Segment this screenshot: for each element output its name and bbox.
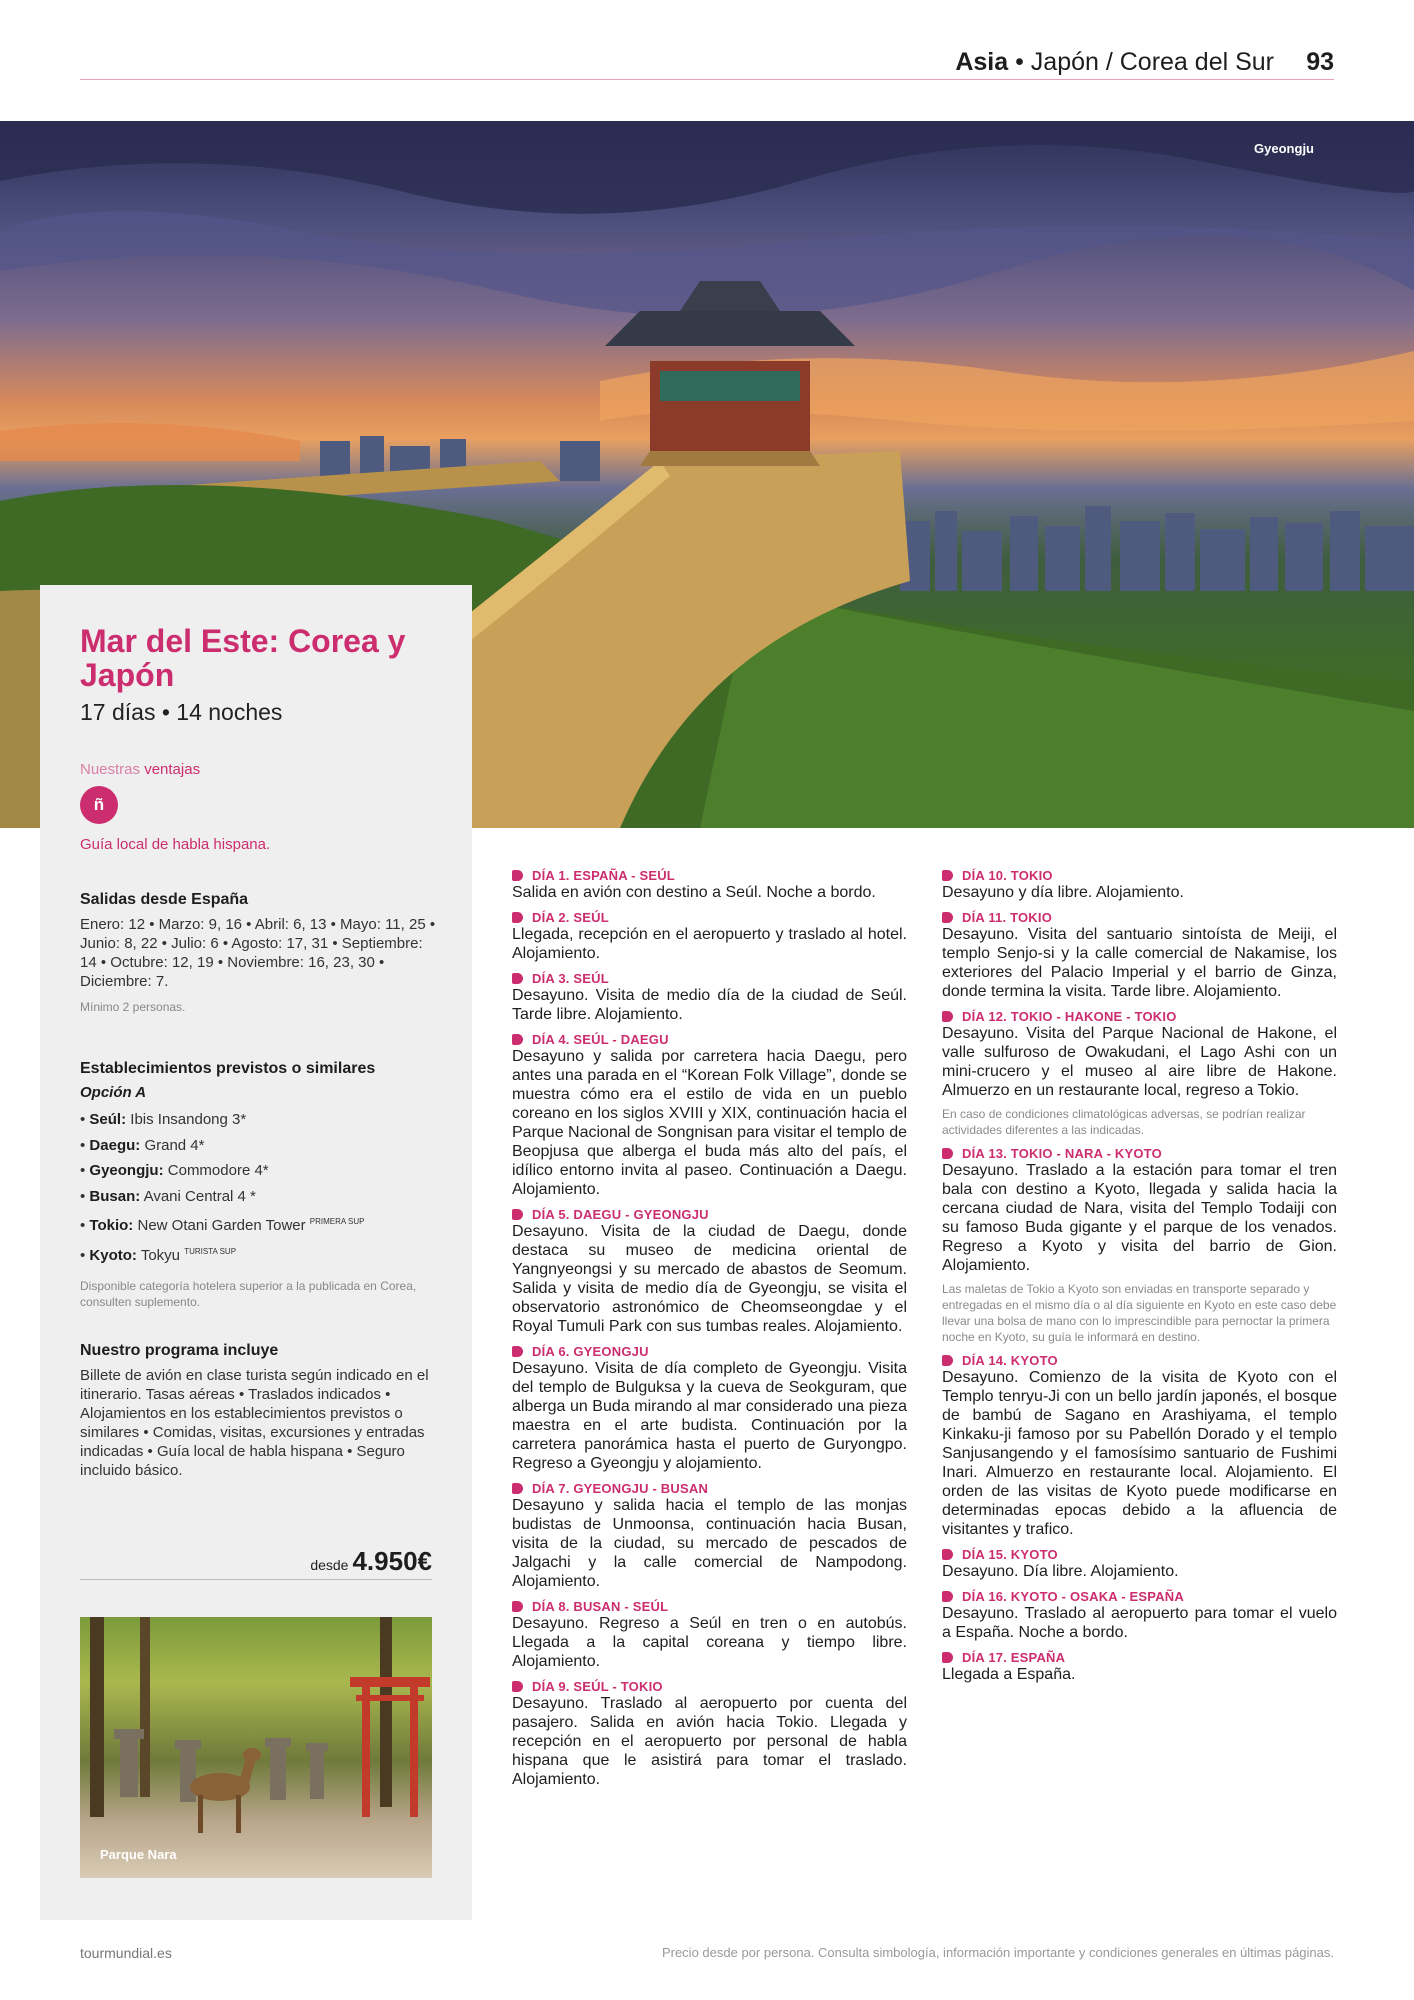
itinerary-day	[512, 1344, 907, 1473]
day-text: Desayuno. Regreso a Seúl en tren o en autobús. Llegada a la capital coreana y tiempo libre. Alojamiento.	[512, 1615, 907, 1670]
day-title: DÍA 3. SEÚL	[512, 971, 907, 986]
hotel-category: TURISTA SUP	[184, 1246, 237, 1256]
bullet-icon	[512, 1601, 523, 1612]
day-text: Desayuno. Día libre. Alojamiento.	[942, 1563, 1179, 1580]
bullet-icon	[512, 1483, 523, 1494]
hotels-option: Opción A	[80, 1084, 147, 1101]
hotel-item: • Gyeongju: Commodore 4*	[80, 1162, 269, 1179]
bullet-icon	[512, 1034, 523, 1045]
itinerary-day	[942, 1009, 1337, 1138]
departures-heading: Salidas desde España	[80, 891, 249, 908]
day-text: Llegada a España.	[942, 1666, 1076, 1683]
page-header	[80, 44, 1334, 80]
bullet-icon	[512, 1209, 523, 1220]
bullet-icon	[512, 912, 523, 923]
region-label: Asia	[955, 48, 1009, 76]
hero-caption: Gyeongju	[1254, 141, 1314, 156]
hotel-item: • Busan: Avani Central 4 *	[80, 1187, 256, 1205]
itinerary-day	[942, 1589, 1337, 1642]
day-title: DÍA 13. TOKIO - NARA - KYOTO	[942, 1146, 1337, 1161]
itinerary-day	[942, 1146, 1337, 1345]
nara-park-photo	[80, 1617, 432, 1878]
price-block	[80, 1546, 432, 1580]
itinerary-day	[512, 1481, 907, 1591]
departures-note: Mínimo 2 personas.	[80, 1000, 186, 1014]
bullet-icon	[942, 1652, 953, 1663]
day-title: DÍA 10. TOKIO	[942, 868, 1337, 883]
day-title: DÍA 15. KYOTO	[942, 1547, 1337, 1562]
bullet-icon	[942, 870, 953, 881]
day-title: DÍA 11. TOKIO	[942, 910, 1337, 925]
itinerary-day	[512, 910, 907, 963]
tour-duration: 17 días • 14 noches	[80, 699, 283, 725]
day-title: DÍA 8. BUSAN - SEÚL	[512, 1599, 907, 1614]
page-number: 93	[1306, 48, 1334, 76]
advantages-heading	[80, 761, 200, 778]
day-title: DÍA 16. KYOTO - OSAKA - ESPAÑA	[942, 1589, 1337, 1604]
website-link[interactable]: tourmundial.es	[80, 1945, 172, 1961]
bullet-icon	[942, 912, 953, 923]
price-from-label: desde	[310, 1557, 349, 1573]
day-title: DÍA 4. SEÚL - DAEGU	[512, 1032, 907, 1047]
day-text: Desayuno. Visita de la ciudad de Daegu, donde destaca su museo de medicina oriental de Yangnyeongsi y su mercado de abastos de Seomum. Salida y visita de medio día de Gyeongju, se visita el observatorio astronómico de Cheomseongdae y el Royal Tumuli Park con sus tumbas reales. Alojamiento.	[512, 1223, 907, 1335]
hotel-item: • Kyoto: Tokyu $^{TURISTA SUP}$	[80, 1246, 237, 1264]
day-text: Llegada, recepción en el aeropuerto y traslado al hotel. Alojamiento.	[512, 926, 907, 962]
hotels-heading: Establecimientos previstos o similares	[80, 1060, 376, 1077]
day-text: Desayuno. Visita del Parque Nacional de Hakone, el valle sulfuroso de Owakudani, el Lago Ashi con un mini-crucero y el museo al aire libre de Hakone. Almuerzo en un restaurante local, regreso a Tokio.	[942, 1025, 1337, 1099]
spanish-guide-icon: ñ	[80, 786, 118, 824]
day-text: Desayuno y día libre. Alojamiento.	[942, 884, 1184, 901]
itinerary-day	[942, 1650, 1337, 1684]
day-text: Desayuno. Traslado al aeropuerto para tomar el vuelo a España. Noche a bordo.	[942, 1605, 1337, 1641]
day-title: DÍA 2. SEÚL	[512, 910, 907, 925]
hotel-item: • Tokio: New Otani Garden Tower $^{PRIMERA SUP}$	[80, 1217, 365, 1234]
itinerary-day	[942, 1547, 1337, 1581]
bullet-icon	[512, 870, 523, 881]
day-text: Desayuno. Traslado al aeropuerto por cuenta del pasajero. Salida en avión hacia Tokio. Llegada y recepción en el aeropuerto por personal de habla hispana que le asistirá para tomar el traslado. Alojamiento.	[512, 1695, 907, 1788]
day-text: Desayuno. Visita de día completo de Gyeongju. Visita del templo de Bulguksa y la cueva de Seokguram, que alberga un Buda mirando al mar considerado una pieza maestra en el arte budista. Continuación por la carretera panorámica hasta el puerto de Guryongpo. Regreso a Gyeongju y alojamiento.	[512, 1360, 907, 1472]
bullet-icon	[512, 1346, 523, 1357]
itinerary-day	[512, 1679, 907, 1789]
itinerary-day	[512, 868, 907, 902]
bullet-icon	[942, 1591, 953, 1602]
includes-heading: Nuestro programa incluye	[80, 1342, 279, 1359]
countries-label: Japón / Corea del Sur	[1030, 48, 1274, 76]
day-title: DÍA 14. KYOTO	[942, 1353, 1337, 1368]
photo-caption: Parque Nara	[100, 1847, 177, 1862]
bullet-icon	[942, 1011, 953, 1022]
hotels-note: Disponible categoría hotelera superior a la publicada en Corea, consulten suplemento.	[80, 1279, 417, 1309]
includes-section	[80, 1342, 440, 1480]
advantages-text: Guía local de habla hispana.	[80, 836, 271, 853]
tour-title: Mar del Este: Corea y Japón	[80, 623, 406, 693]
day-title: DÍA 1. ESPAÑA - SEÚL	[512, 868, 907, 883]
advantages-heading-light: Nuestras	[80, 761, 141, 778]
bullet-icon	[942, 1549, 953, 1560]
itinerary-column-right	[942, 868, 1337, 1692]
hotel-item: • Seúl: Ibis Insandong 3*	[80, 1111, 247, 1128]
day-text: Desayuno. Traslado a la estación para tomar el tren bala con destino a Kyoto, llegada y salida hacia la cercana ciudad de Nara, visita del Templo Todaiji con su famoso Buda gigante y el parque de los venados. Regreso a Kyoto y visita del barrio de Gion. Alojamiento.	[942, 1162, 1337, 1274]
itinerary-column-left	[512, 868, 907, 1797]
itinerary-day	[512, 971, 907, 1024]
bullet-icon	[512, 973, 523, 984]
hotels-section	[80, 1060, 440, 1310]
day-text: Desayuno. Comienzo de la visita de Kyoto con el Templo tenryu-Ji con un bello jardín japonés, el bosque de bambú de Sagano en Arashiyama, el templo Kinkaku-ji famoso por su Pabellón Dorado y el templo Sanjusangendo y el famosísimo santuario de Fushimi Inari. Almuerzo en restaurante local. Alojamiento. El orden de las visitas de Kyoto puede modificarse en determinadas epocas debido a la afluencia de visitantes y trafico.	[942, 1369, 1337, 1538]
departures-dates: Enero: 12 • Marzo: 9, 16 • Abril: 6, 13 • Mayo: 11, 25 • Junio: 8, 22 • Julio: 6 • Agosto: 17, 31 • Septiembre: 14 • Octubre: 12, 19 • Noviembre: 16, 23, 30 • Diciembre: 7.	[80, 916, 436, 990]
day-text: Desayuno. Visita de medio día de la ciudad de Seúl. Tarde libre. Alojamiento.	[512, 987, 907, 1023]
day-text: Desayuno y salida por carretera hacia Daegu, pero antes una parada en el “Korean Folk Village”, donde se muestra cómo era el estilo de vida en un pueblo coreano en los siglos XVIII y XIX, continuación hacia el Parque Nacional de Songnisan para visitar el templo de Beopjusa que alberga el buda más alto del país, el idílico entorno invita al paseo. Continuación a Daegu. Alojamiento.	[512, 1048, 907, 1198]
nara-illustration	[80, 1617, 432, 1878]
day-title: DÍA 6. GYEONGJU	[512, 1344, 907, 1359]
title-separator: •	[1015, 48, 1024, 76]
day-note: Las maletas de Tokio a Kyoto son enviadas en transporte separado y entregadas en el mismo día o al día siguiente en Kyoto en este caso debe llevar una bolsa de mano con lo imprescindible para pernoctar la primera noche en Kyoto, su guía le informará en destino.	[942, 1282, 1337, 1344]
price-amount: 4.950€	[352, 1546, 432, 1576]
itinerary-day	[512, 1599, 907, 1671]
itinerary-day	[942, 1353, 1337, 1539]
advantages-heading-strong: ventajas	[144, 761, 201, 778]
day-title: DÍA 5. DAEGU - GYEONGJU	[512, 1207, 907, 1222]
itinerary-day	[942, 910, 1337, 1001]
day-title: DÍA 7. GYEONGJU - BUSAN	[512, 1481, 907, 1496]
hotel-item: • Daegu: Grand 4*	[80, 1136, 205, 1154]
footer-disclaimer: Precio desde por persona. Consulta simbología, información importante y condiciones generales en últimas páginas.	[661, 1945, 1334, 1960]
itinerary-day	[942, 868, 1337, 902]
departures-section	[80, 891, 440, 1015]
hotel-category: PRIMERA SUP	[309, 1217, 365, 1226]
bullet-icon	[942, 1148, 953, 1159]
bullet-icon	[512, 1681, 523, 1692]
day-title: DÍA 17. ESPAÑA	[942, 1650, 1337, 1665]
day-title: DÍA 12. TOKIO - HAKONE - TOKIO	[942, 1009, 1337, 1024]
day-text: Desayuno. Visita del santuario sintoísta de Meiji, el templo Senjo-si y la calle comercial de Nakamise, los exteriores del Palacio Imperial y el barrio de Ginza, donde termina la visita. Tarde libre. Alojamiento.	[942, 926, 1337, 1000]
day-note: En caso de condiciones climatológicas adversas, se podrían realizar actividades diferentes a las indicadas.	[942, 1107, 1306, 1137]
includes-text: Billete de avión en clase turista según indicado en el itinerario. Tasas aéreas • Traslados indicados • Alojamientos en los establecimientos previstos o similares • Comidas, visitas, excursiones y entradas indicadas • Guía local de habla hispana • Seguro incluido básico.	[80, 1367, 429, 1479]
day-title: DÍA 9. SEÚL - TOKIO	[512, 1679, 907, 1694]
bullet-icon	[942, 1355, 953, 1366]
section-title	[955, 48, 1274, 77]
itinerary-day	[512, 1032, 907, 1199]
day-text: Salida en avión con destino a Seúl. Noche a bordo.	[512, 884, 876, 901]
itinerary-day	[512, 1207, 907, 1336]
day-text: Desayuno y salida hacia el templo de las monjas budistas de Unmoonsa, continuación hacia Busan, visita de la ciudad, su mercado de pescados de Jalgachi y la calle comercial de Nampodong. Alojamiento.	[512, 1497, 907, 1590]
